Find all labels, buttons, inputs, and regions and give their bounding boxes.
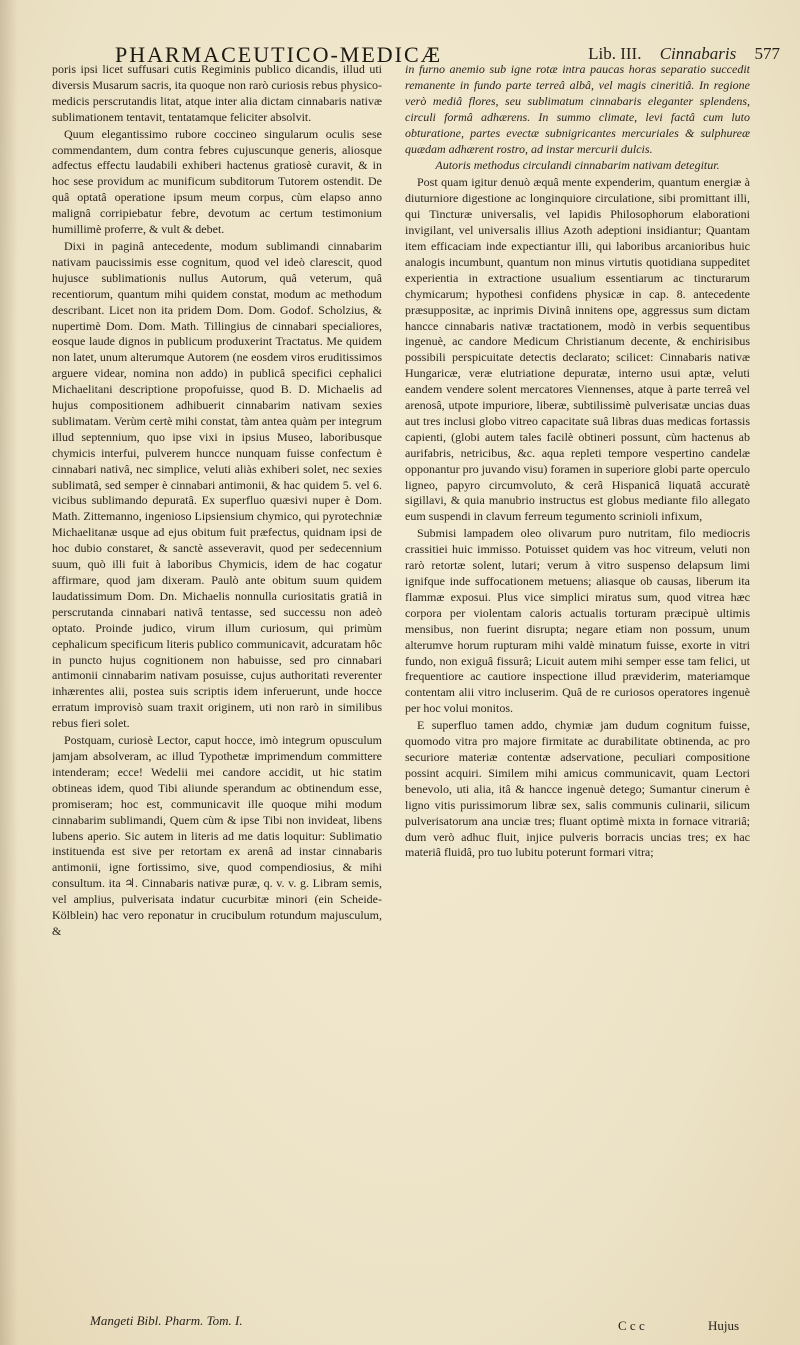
right-column — [405, 62, 750, 1292]
section-subheading: Autoris methodus circulandi cinnabarim nativam detegitur. — [435, 158, 720, 173]
header-right — [574, 44, 780, 64]
page-number: 577 — [754, 44, 780, 63]
running-title: PHARMACEUTICO-MEDICÆ — [115, 42, 443, 67]
catchword: Hujus — [708, 1318, 740, 1333]
paragraph-italic: in furno anemio sub igne rotæ intra paucas horas separatio succedit remanente in fundo parte terreâ albâ, vel magis cineritiâ. In regione verò mediâ flores, seu sublimatum cinnabaris eleganter splendens, circuli formâ adhærens. In summo climate, levi factâ cum luto obturatione, partes evectæ subnigricantes mercuriales & sulphureæ quædam adhærent rostro, ad instar mercurii dulcis. — [405, 62, 750, 156]
paragraph: Postquam, curiosè Lector, caput hocce, imò integrum opusculum jamjam absolveram, ac illud Typothetæ imprimendum committere intenderam; ecce! Wedelii mei candore accidit, ut hic statim obtineas idem, quod Tibi aliunde sperandum ac obtinendum esse, promiseram; hoc est, communicavit ille quoque mihi modum cinnabarim sublimandi, Quem cùm & ipse Tibi non invideat, libens lubens aperio. Sic autem in literis ad me datis loquitur: Sublimatio instituenda est sive per retortam ex arenâ ad instar cinnabaris antimonii, igne fortissimo, sive, quod compendiosius, & mihi consultum. ita ♃. Cinnabaris nativæ puræ, q. v. v. g. Libram semis, vel amplius, pulverisata indatur cucurbitæ minori (ein Scheide-Kölblein) hac vero reponatur in crucibulum rotundum majusculum, & — [52, 733, 382, 938]
paragraph: Dixi in paginâ antecedente, modum sublimandi cinnabarim nativam paucissimis esse cognitum, quod vel ideò clarescit, quod hujusce sublimationis nullus Autorum, quâ veterum, quâ recentiorum, quantum mihi quidem constat, modum ac methodum describant. Licet non ita pridem Dom. Dom. Godof. Scholzius, & nupertimè Dom. Dom. Math. Tillingius de cinnabari specialiores, eosque laude dignos in publicum produxerint Tractatus. Me quidem non latet, unum alterumque Autorem (ne eosdem viros eruditissimos arguere videar, nomina non addo) in publicâ specifici cephalici Michaelitani descriptione propofuisse, quod B. D. Michaelis ad hujus compositionem adhibuerit cinnabarim nativam sexies sublimatam. Verùm certè mihi constat, tàm antea quàm per integrum illud septennium, quo ipse vixi in ipsius Museo, laboribusque chymicis interfui, pulverem huncce nunquam fuisse confectum è cinnabari nativâ, nec simplice, veluti aliàs exhiberi solet, nec sexies sublimatâ, sed semper è cinnabari antimonii, & hac quidem 5. vel 6. vicibus sublimando depuratâ. Ex superfluo quæsivi nuper è Dom. Math. Zittemanno, ingenioso Lipsiensium chymico, qui pyrotechniæ Michaelitanæ usque ad ejus obitum fuit præfectus, quidnam ipsi de hoc dubio constaret, & sanctè asseveravit, quod per sedecennium suum, quò illi fuit à laboribus Chymicis, idem de hac cogatur affirmare, quod jam dixeram. Paulò ante obitum suum quidem laudatissimum Dom. Dn. Michaelis nonnulla curiositatis gratiâ in perscrutanda cinnabari nativâ tentasse, sed successu non adeò optato. Proinde judico, virum illum curiosum, qui primùm cephalicum specificum literis publico communicavit, adcuratam hôc in puncto hujus cognitionem non habuisse, sed pro cinnabari antimonii cinnabarim nativam posuisse, cujus authoritati reverenter inhærentes alii, postea suis scriptis idem inferuerunt, unde hocce erratum improvisò suam traxit originem, uti non rarò in similibus rebus fieri solet. — [52, 238, 382, 731]
section-name: Cinnabaris — [659, 44, 737, 63]
paragraph: Submisi lampadem oleo olivarum puro nutritam, filo mediocris crassitiei huic immisso. Potuisset quidem vas hoc vitreum, veluti non rarò retortæ solent, lutari; verum à vitro suspenso delapsum limi ignifque inde suffocationem metuens; aliasque ob causas, liberum ita flammæ exposui. Plus vice simplici miratus sum, quod vitrea hæc corpora per violentam caloris actualis torturam præcipuè ultimis mensibus, non fuerint disrupta; negare etiam non possum, unum alterumve horum rupturam mihi valdè minatum fuisse, exorte in vitri fundo, non exiguâ fissurâ; Licuit autem mihi semper esse tam felici, ut frequentiore ac cautiore inspectione illud præviderim, materiamque contentam alii vitro incluserim. Quâ de re curiosos operatores ingenuè per hoc volui monitos. — [405, 526, 750, 716]
signature-mark: C c c — [618, 1318, 645, 1333]
paragraph: Post quam igitur denuò æquâ mente expenderim, quantum energiæ à diuturniore digestione ac longinquiore circulatione, sibi promittant illi, qui Tincturæ universalis, vel lapidis Philosophorum elaborationi invigilant, vel universalis illius Azoth adeptioni insidiantur; Quantam item efficaciam inde expectiantur illi, qui laboribus arcanioribus huic analogis incumbunt, quantum non minus virtutis quotidiana suppeditet experientia in extractione usualium essentiarum ac tincturarum chymicarum; hypothesi confidens physicæ in cap. 8. antecedente præsuppositæ, ac inprimis Divinâ innitens ope, aggressus sum dictam hancce cinnabaris nativæ tractationem, modò in verbis sequentibus ingenuè, ac candore Medicum Christianum decente, & enchirisibus possibili perspicuitate detectis declarato; scilicet: Cinnabaris nativæ Hungaricæ, veræ elutriatione depuratæ, interno usui aptæ, veluti eandem vendere solent mercatores Viennenses, atque à parte terreâ vel arenosâ, utpote impuriore, liberæ, subtilissimè pulverisatæ uncias duas aut tres inclusi globo vitreo capacitate suâ libras duas medicas fortassis capienti, (globi autem tales facilè obtineri possunt, cùm hactenus ab aurifabris, netricibus, &c. aqua repleti tempore vespertino candelæ opponantur pro juvando visu) foramen in superiore globi parte operculo ligneo, papyro circumvoluto, & cerâ Hispanicâ liquatâ accuratè sigillavi, & quia manubrio instructus est globus mediante filo allegato eum suspendi in clavum ferreum tegumento scrinioli infixum, — [405, 175, 750, 524]
binding-shadow — [0, 0, 18, 1345]
paragraph: poris ipsi licet suffusari cutis Regiminis publico dicandis, illud uti diversis Musarum sacris, ita quoque non rarò curiosis rebus physico-medicis perscrutandis litat, atque inter alia dictam cinnabaris nativæ sublimationem tentavit, tentatamque feliciter absolvit. — [52, 62, 382, 124]
paragraph: E superfluo tamen addo, chymiæ jam dudum cognitum fuisse, quomodo vitra pro majore firmitate ac durabilitate obtinenda, ac pro securiore materiæ contentæ adservatione, peculiari compositione possint acquiri. Similem mihi amicus communicavit, quam Lectori benevolo, uti alia, itâ & hancce ingenuè detego; Sumantur cinerum è ligno vitis purissimorum libræ sex, salis communis culinarii, silicum pulverisatorum ana unciæ tres; fluant optimè mixta in fornace vitrariâ; dum verò adhuc fluit, injice pulveris borracis uncias tres; ex hac materiâ fluidâ, pro tuo lubitu poterunt formari vitra; — [405, 718, 750, 860]
footer-reference: Mangeti Bibl. Pharm. Tom. I. — [90, 1313, 243, 1328]
paragraph: Quum elegantissimo rubore coccineo singularum oculis sese commendantem, dum contra febres cujuscunque generis, aliosque adfectus effectu laudabili exhiberi hactenus gratiosè curavit, & in hoc sese providum ac munificum subditorum Tutorem ostendit. De quâ optatâ operatione ipsum meum corpus, cùm elapso anno malignâ corripiebatur febre, devotum ac certum testimonium humillimè proferre, & vult & debet. — [52, 126, 382, 237]
book-number: Lib. III. — [588, 44, 642, 63]
left-column — [52, 62, 382, 1302]
